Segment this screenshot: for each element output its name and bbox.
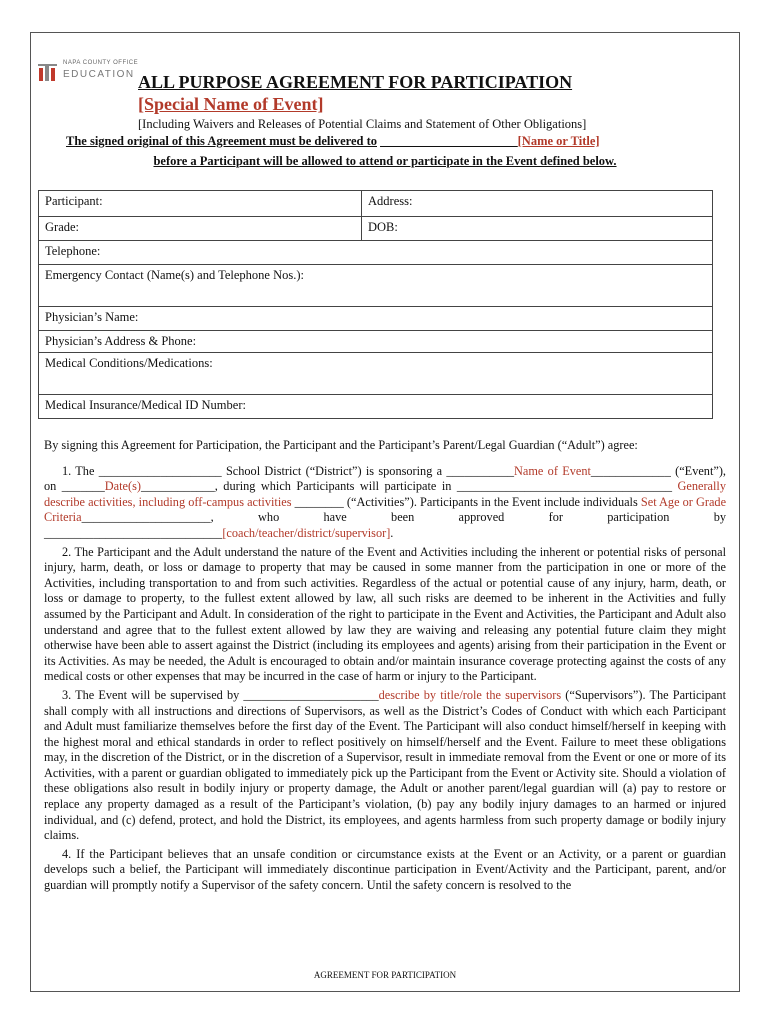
delivery-blank: ______________________ xyxy=(380,134,518,148)
emergency-contact-field[interactable]: Emergency Contact (Name(s) and Telephone Nos.): xyxy=(39,265,713,307)
p3-text-b: (“Supervisors”). The Participant shall comply with all instructions and directions of Supervisors, as well as the District’s Codes of Conduct with which each Participant and Adult must familiarize themselves before the first day of the Event. The Participant will also conduct himself/herself in keeping with the highest moral and ethical standards in order to reflect positively on himself/herself and the Event. Failure to meet these obligations may, in the discretion of the District, or in the discretion of a Supervisor, result in immediate removal from the Event or one or more of its Activities, with a parent or guardian obligated to immediately pick up the Participant from the Event or Activity site. Should a violation of these obligations also result in bodily injury or property damage, the Adult or another parent/legal guardian will (a) pay to restore or replace any property damaged as a result of the Participant’s violation, (b) pay any bodily injury damages to an harmed or injured individual, and (c) defend, protect, and hold the District, its employees, and agents harmless from such property damage or bodily injury claims. xyxy=(44,687,726,843)
paragraph-4: 4. If the Participant believes that an unsafe condition or circumstance exists at the Event or an Activity, or a parent or guardian develops such a belief, the Participant will immediately discontinue participation in Event/Activity and the Participant, parent, and/or guardian will promptly notify a Supervisor of the safety concern. Until the safety concern is resolved to the xyxy=(44,846,726,893)
p1-activities-desc: Generally describe activities, including off-campus activities xyxy=(44,479,726,509)
p3-text-a: 3. The Event will be supervised by ______________________ xyxy=(62,687,379,702)
p1-age-criteria: Set Age or Grade Criteria xyxy=(44,494,727,525)
participant-info-table xyxy=(38,190,713,419)
medical-insurance-field[interactable]: Medical Insurance/Medical ID Number: xyxy=(39,395,713,419)
document-title: ALL PURPOSE AGREEMENT FOR PARTICIPATION xyxy=(138,72,573,92)
p1-text-f: . xyxy=(390,525,394,540)
logo-icon xyxy=(38,62,58,82)
p3-supervisors: describe by title/role the supervisors xyxy=(378,687,562,702)
paragraph-3 xyxy=(44,688,726,844)
dob-field[interactable]: DOB: xyxy=(362,217,713,241)
paragraph-1 xyxy=(44,464,726,542)
p1-text-b: _____________ (“Event”), on _______ xyxy=(44,463,726,494)
logo-text-top: NAPA COUNTY OFFICE xyxy=(63,60,139,66)
p1-text-e: _____________________, who have been approved for participation by _____________________________ xyxy=(44,510,726,540)
participant-field[interactable]: Participant: xyxy=(39,191,362,217)
physician-address-field[interactable]: Physician’s Address & Phone: xyxy=(39,331,713,353)
telephone-field[interactable]: Telephone: xyxy=(39,241,713,265)
medical-conditions-field[interactable]: Medical Conditions/Medications: xyxy=(39,353,713,395)
p1-text-c: ____________, during which Participants will participate in ___________________________________ xyxy=(141,479,673,494)
logo-text-bottom: EDUCATION xyxy=(63,69,135,80)
p1-approver: [coach/teacher/district/supervisor] xyxy=(222,525,391,540)
p1-text-d: ________ (“Activities”). Participants in the Event include individuals xyxy=(294,494,638,509)
p1-dates: Date(s) xyxy=(104,479,141,494)
event-name: [Special Name of Event] xyxy=(138,94,324,114)
p1-text-a: 1. The ____________________ School District (“District”) is sponsoring a ___________ xyxy=(62,463,515,478)
paragraph-2: 2. The Participant and the Adult understand the nature of the Event and Activities including the inherent or potential risks of personal injury, harm, death, or loss or damage to property that may be caused in some manner from the participation in one or more of the Activities, including transportation to and from such activities. Regardless of the actual or potential cause of any injury, harm, death, or loss or damage to property, to the fullest extent allowed by law, all such risks are deemed to be inherent in the Activities and fully assumed by the Participant and Adult. In consideration of the right to participate in the Event and Activities, the Participant and Adult also understand and agree that to the fullest extent allowed by law they are waiving and releasing any potential future claim they might otherwise have been able to assert against the District (including its employees and agents) arising from their participation in the Event or its Activities. As may be needed, the Adult is encouraged to obtain and/or maintain insurance coverage protecting against the costs of any medical costs or other expenses that may be incurred in the case of harm or injury to the Participant. xyxy=(44,544,726,684)
delivery-instruction-2: before a Participant will be allowed to attend or participate in the Event defined below. xyxy=(153,154,617,168)
address-field[interactable]: Address: xyxy=(362,191,713,217)
physician-name-field[interactable]: Physician’s Name: xyxy=(39,307,713,331)
grade-field[interactable]: Grade: xyxy=(39,217,362,241)
delivery-instruction xyxy=(66,134,706,149)
p1-event-name: Name of Event xyxy=(514,463,591,478)
delivery-text: The signed original of this Agreement must be delivered to xyxy=(66,134,377,148)
page-footer: AGREEMENT FOR PARTICIPATION xyxy=(313,970,457,980)
document-subtitle: [Including Waivers and Releases of Potential Claims and Statement of Other Obligations] xyxy=(138,117,587,131)
logo xyxy=(38,60,139,84)
delivery-recipient: [Name or Title] xyxy=(517,134,600,148)
agreement-intro: By signing this Agreement for Participation, the Participant and the Participant’s Parent/Legal Guardian (“Adult”) agree: xyxy=(44,438,638,452)
agreement-body xyxy=(44,438,726,897)
